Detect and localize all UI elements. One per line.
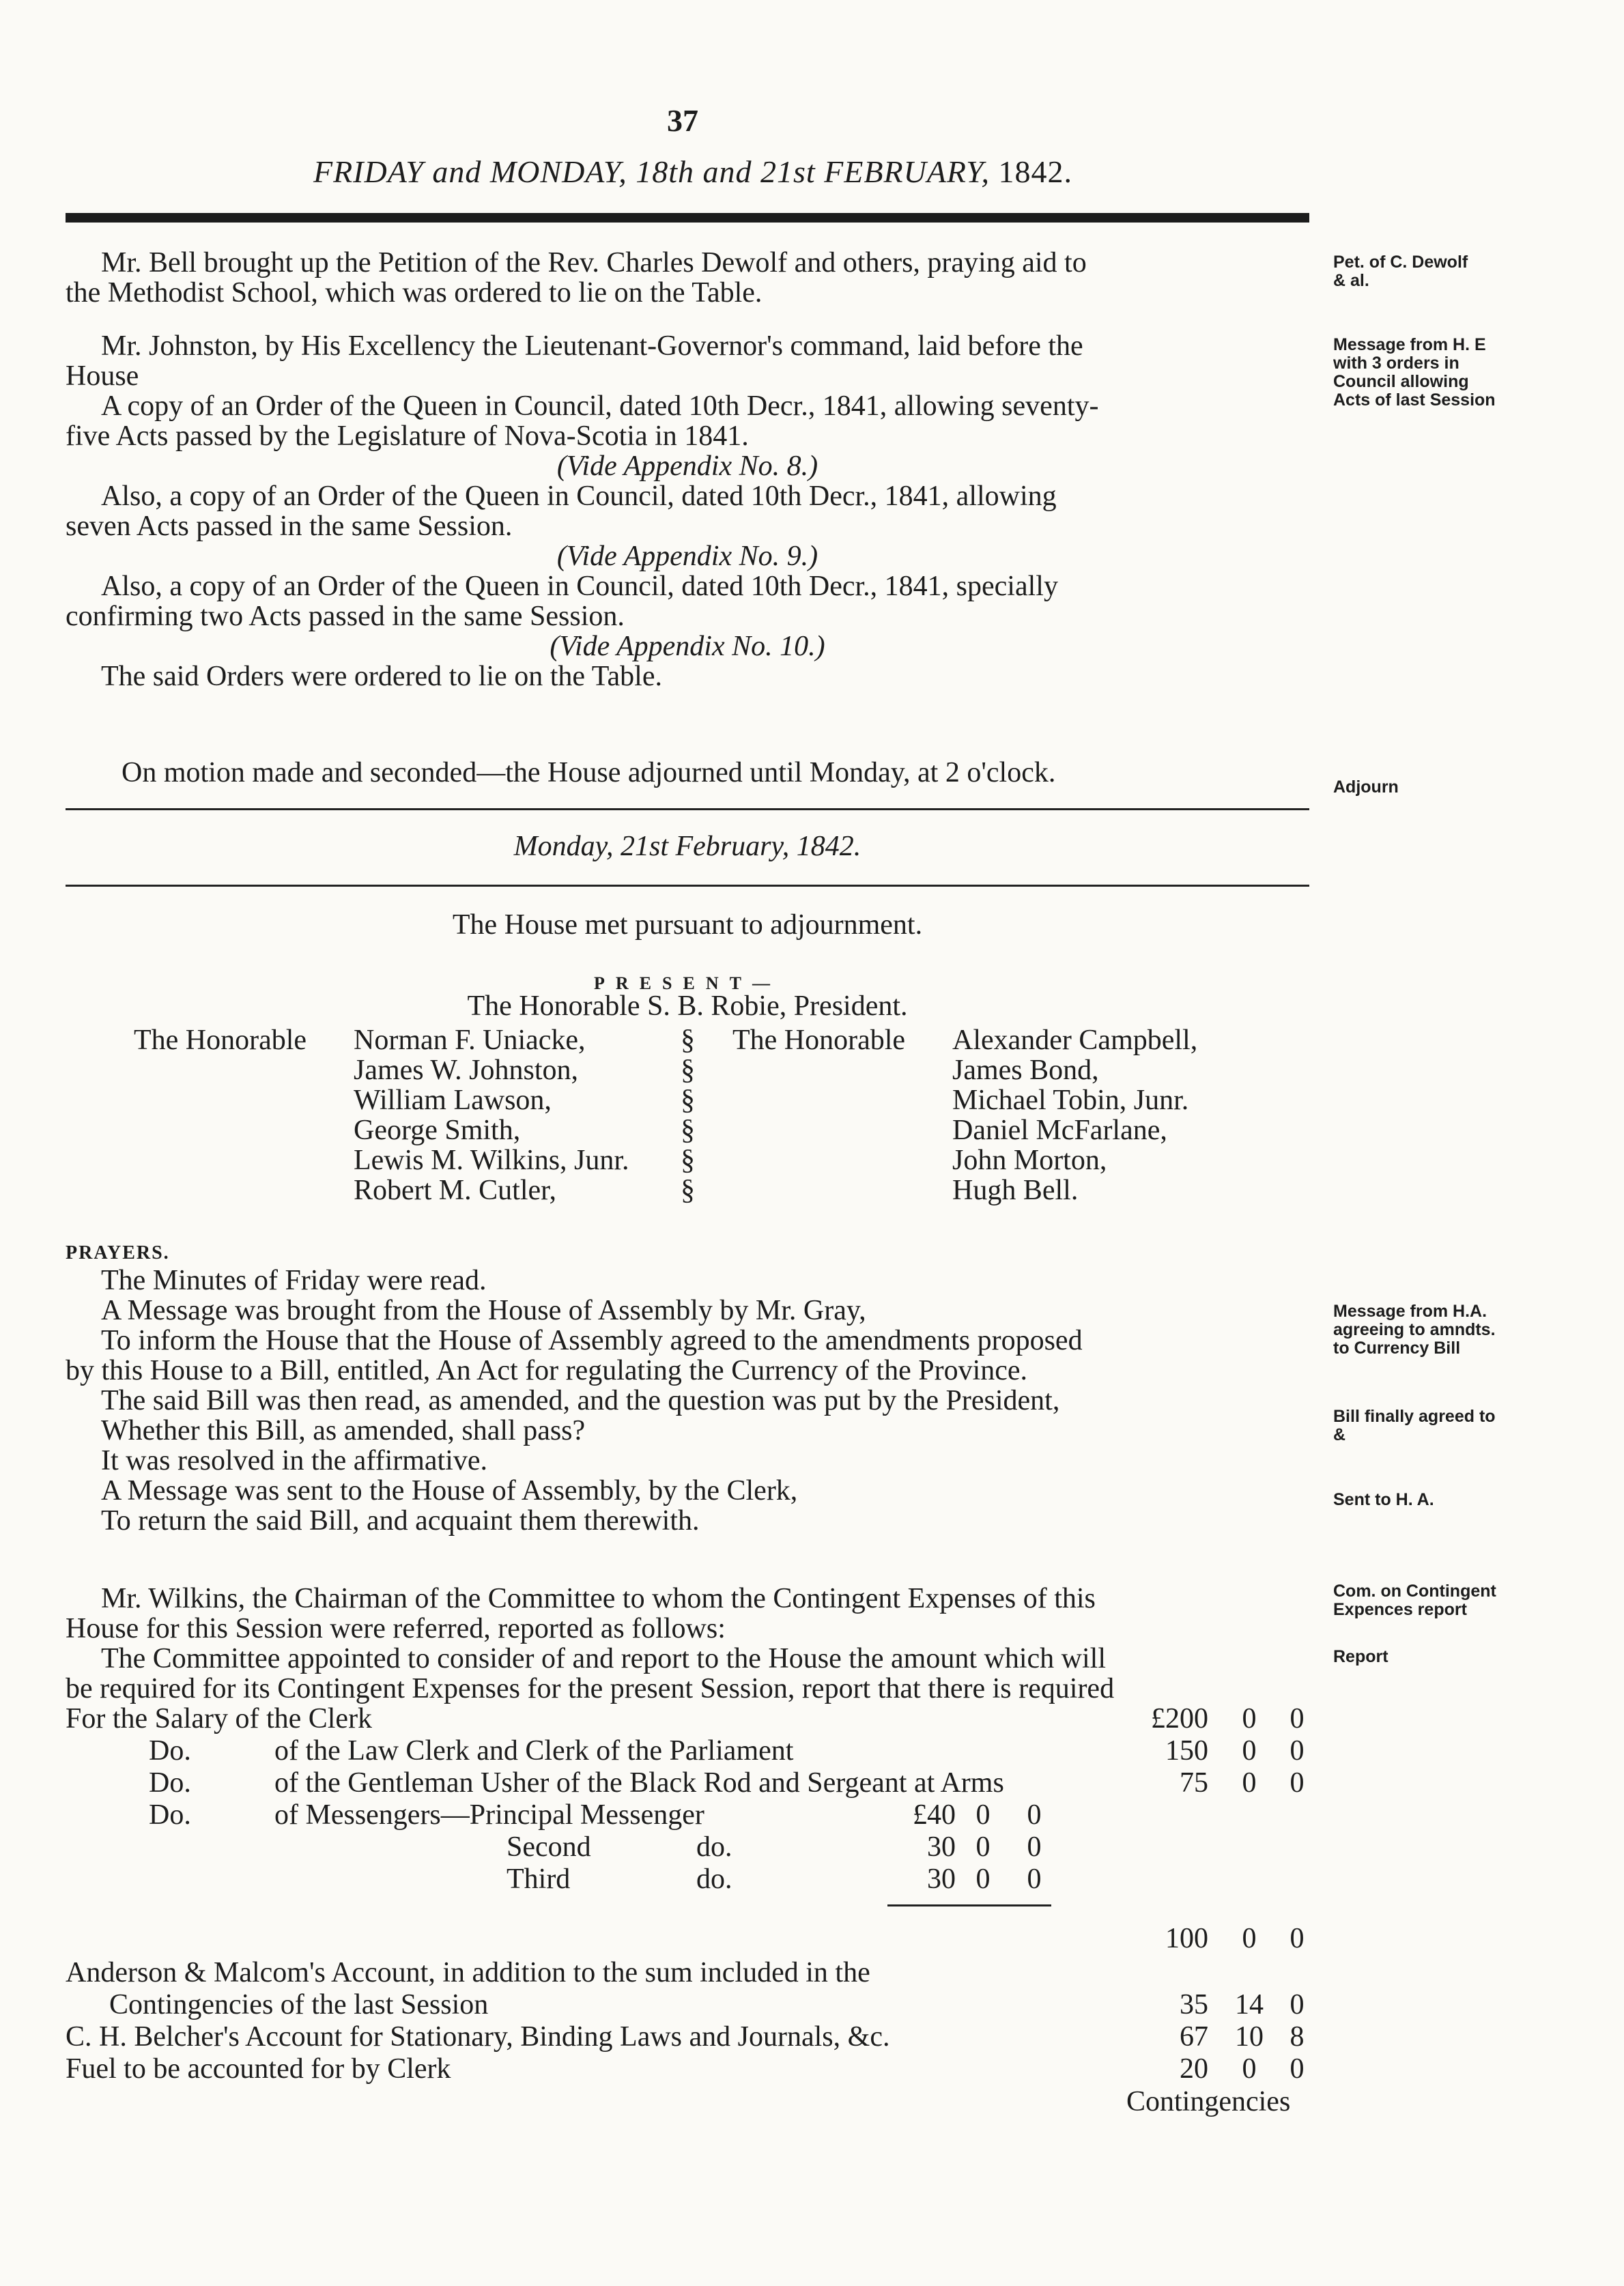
amount-pounds: £200: [1151, 1703, 1208, 1734]
expense-label: For the Salary of the Clerk: [66, 1703, 373, 1734]
text-line: To inform the House that the House of Assembly agreed to the amendments proposed: [101, 1325, 1083, 1356]
text-line: Mr. Bell brought up the Petition of the Rev. Charles Dewolf and others, praying aid to: [101, 247, 1087, 278]
sub-amount-pounds: £40: [913, 1799, 956, 1831]
amount-pounds: 67: [1180, 2021, 1208, 2053]
text-line: Whether this Bill, as amended, shall pass?: [101, 1415, 586, 1446]
margin-line: Message from H. E: [1333, 335, 1486, 354]
messenger-rank: Third: [507, 1863, 571, 1895]
sub-amount-pence: 0: [1027, 1863, 1042, 1895]
member-name: James W. Johnston,: [354, 1055, 579, 1086]
section-mark: §: [681, 1085, 695, 1116]
appendix-ref: (Vide Appendix No. 10.): [550, 631, 825, 662]
ditto-label: Do.: [149, 1767, 191, 1799]
house-met: The House met pursuant to adjournment.: [452, 909, 923, 941]
margin-line: Message from H.A.: [1333, 1302, 1487, 1321]
text-line: A copy of an Order of the Queen in Council, dated 10th Decr., 1841, allowing seventy-: [101, 390, 1099, 422]
section-mark: §: [681, 1055, 695, 1086]
amount-shillings: 0: [1242, 1735, 1257, 1767]
text-line: House for this Session were referred, reported as follows:: [66, 1613, 726, 1644]
present-text: PRESENT—: [594, 973, 781, 993]
section-mark: §: [681, 1025, 695, 1056]
expense-label: C. H. Belcher's Account for Stationary, Binding Laws and Journals, &c.: [66, 2021, 890, 2053]
messenger-rank: Second: [507, 1831, 591, 1863]
adjourn-line: [66, 758, 1309, 788]
left-member-list: [354, 1025, 629, 1205]
monday-heading: [66, 831, 1309, 861]
member-name: John Morton,: [952, 1145, 1107, 1176]
petition-paragraph: [66, 248, 1309, 308]
member-name: Michael Tobin, Junr.: [952, 1085, 1189, 1116]
margin-line: agreeing to amndts.: [1333, 1320, 1496, 1339]
amount-pence: 8: [1290, 2021, 1305, 2053]
text-line: To return the said Bill, and acquaint them therewith.: [101, 1505, 700, 1537]
member-name: George Smith,: [354, 1115, 521, 1146]
amount-shillings: 10: [1235, 2021, 1264, 2053]
amount-shillings: 0: [1242, 1923, 1257, 1954]
ditto-label: Do.: [149, 1799, 191, 1831]
honorable-right: The Honorable: [732, 1025, 906, 1056]
committee-paragraph: [66, 1584, 1309, 1704]
margin-line: Com. on Contingent: [1333, 1582, 1496, 1601]
member-name: Daniel McFarlane,: [952, 1115, 1167, 1146]
text-line: House: [66, 360, 139, 392]
amount-pence: 0: [1290, 2053, 1305, 2085]
expense-label: Fuel to be accounted for by Clerk: [66, 2053, 451, 2085]
amount-shillings: 0: [1242, 1767, 1257, 1799]
margin-line: to Currency Bill: [1333, 1339, 1461, 1358]
monday-proceedings: [66, 1266, 1309, 1536]
section-marks: [681, 1025, 695, 1205]
member-name: Hugh Bell.: [952, 1175, 1079, 1206]
sub-amount-pounds: 30: [927, 1831, 956, 1863]
margin-note-message-he: [1333, 336, 1620, 410]
section-mark: §: [681, 1115, 695, 1146]
text-line: be required for its Contingent Expenses for the present Session, report that there is required: [66, 1673, 1115, 1704]
margin-line: Pet. of C. Dewolf: [1333, 253, 1468, 272]
text-line: confirming two Acts passed in the same Session.: [66, 601, 625, 632]
sub-amount-pence: 0: [1027, 1799, 1042, 1831]
ditto-mark: do.: [696, 1831, 732, 1863]
margin-note-adjourn: Adjourn: [1333, 777, 1399, 797]
margin-line: &: [1333, 1425, 1346, 1444]
honorable-left: The Honorable: [134, 1025, 307, 1056]
ditto-mark: do.: [696, 1863, 732, 1895]
text-line: On motion made and seconded—the House adjourned until Monday, at 2 o'clock.: [122, 757, 1056, 788]
margin-note-com-report: [1333, 1582, 1620, 1619]
header-rule: [66, 213, 1309, 223]
text-line: A Message was brought from the House of Assembly by Mr. Gray,: [101, 1295, 866, 1326]
margin-line: Council allowing: [1333, 372, 1469, 391]
amount-shillings: 0: [1242, 1703, 1257, 1734]
ditto-label: Do.: [149, 1735, 191, 1767]
expense-description: of Messengers—Principal Messenger: [274, 1799, 704, 1831]
margin-line: & al.: [1333, 271, 1369, 290]
margin-note-report: Report: [1333, 1647, 1388, 1666]
amount-shillings: 14: [1235, 1989, 1264, 2020]
amount-pounds: 75: [1180, 1767, 1208, 1799]
section-rule: [66, 885, 1309, 887]
expense-description: of the Gentleman Usher of the Black Rod and Sergeant at Arms: [274, 1767, 1004, 1799]
header-dates: 18th and 21st FEBRUARY,: [636, 154, 991, 189]
catchword: Contingencies: [1126, 2086, 1291, 2117]
amount-pence: 0: [1290, 1735, 1305, 1767]
text-line: Mr. Wilkins, the Chairman of the Committee to whom the Contingent Expenses of this: [101, 1583, 1096, 1614]
text-line: The said Orders were ordered to lie on the Table.: [101, 661, 662, 692]
text-line: It was resolved in the affirmative.: [101, 1445, 488, 1476]
header-days: FRIDAY and MONDAY,: [313, 154, 627, 189]
amount-pence: 0: [1290, 1703, 1305, 1734]
sub-amount-shillings: 0: [975, 1799, 991, 1831]
amount-pounds: 150: [1165, 1735, 1208, 1767]
expense-description: of the Law Clerk and Clerk of the Parliament: [274, 1735, 794, 1767]
message-paragraph: [66, 331, 1309, 691]
section-mark: §: [681, 1145, 695, 1176]
amount-pence: 0: [1290, 1923, 1305, 1954]
president-line: The Honorable S. B. Robie, President.: [467, 990, 908, 1022]
text-line: The Minutes of Friday were read.: [101, 1265, 487, 1296]
text-line: Also, a copy of an Order of the Queen in Council, dated 10th Decr., 1841, allowing: [101, 481, 1057, 512]
page-header: [0, 154, 1386, 190]
text-line: Mr. Johnston, by His Excellency the Lieutenant-Governor's command, laid before the: [101, 330, 1083, 362]
amount-pounds: 35: [1180, 1989, 1208, 2020]
amount-pence: 0: [1290, 1767, 1305, 1799]
margin-line: Expences report: [1333, 1600, 1467, 1619]
section-rule: [66, 808, 1309, 810]
page-number: 37: [667, 103, 698, 138]
text-line: the Methodist School, which was ordered to lie on the Table.: [66, 277, 763, 309]
margin-note-petition: [1333, 253, 1620, 290]
margin-note-sent: Sent to H. A.: [1333, 1490, 1434, 1509]
appendix-ref: (Vide Appendix No. 9.): [556, 541, 818, 572]
margin-note-message-ha: [1333, 1302, 1620, 1358]
sub-amount-pence: 0: [1027, 1831, 1042, 1863]
text-line: five Acts passed by the Legislature of Nova-Scotia in 1841.: [66, 420, 749, 452]
amount-shillings: 0: [1242, 2053, 1257, 2085]
sub-amount-shillings: 0: [975, 1863, 991, 1895]
header-year: 1842.: [998, 154, 1073, 189]
amount-pounds: 20: [1180, 2053, 1208, 2085]
text-line: Also, a copy of an Order of the Queen in Council, dated 10th Decr., 1841, specially: [101, 571, 1058, 602]
member-name: Robert M. Cutler,: [354, 1175, 556, 1206]
expense-label: Contingencies of the last Session: [109, 1989, 489, 2020]
section-mark: §: [681, 1175, 695, 1206]
member-name: Lewis M. Wilkins, Junr.: [354, 1145, 629, 1176]
member-name: Norman F. Uniacke,: [354, 1025, 586, 1056]
margin-line: Acts of last Session: [1333, 390, 1496, 410]
amount-pounds: 100: [1165, 1923, 1208, 1954]
margin-line: with 3 orders in: [1333, 354, 1459, 373]
text-line: A Message was sent to the House of Assembly, by the Clerk,: [101, 1475, 798, 1506]
amount-pence: 0: [1290, 1989, 1305, 2020]
sub-amount-shillings: 0: [975, 1831, 991, 1863]
text-line: The said Bill was then read, as amended, and the question was put by the President,: [101, 1385, 1060, 1416]
text-line: seven Acts passed in the same Session.: [66, 511, 513, 542]
text-line: by this House to a Bill, entitled, An Act for regulating the Currency of the Province.: [66, 1355, 1028, 1386]
heading-text: Monday, 21st February, 1842.: [513, 831, 861, 862]
text-line: The Committee appointed to consider of and report to the House the amount which will: [101, 1643, 1106, 1674]
sub-amount-pounds: 30: [927, 1863, 956, 1895]
expense-label: Anderson & Malcom's Account, in addition to the sum included in the: [66, 1957, 870, 1988]
member-name: James Bond,: [952, 1055, 1099, 1086]
right-member-list: [952, 1025, 1197, 1205]
subtotal-rule: [887, 1904, 1051, 1906]
prayers-label: PRAYERS.: [66, 1242, 170, 1263]
margin-line: Bill finally agreed to: [1333, 1407, 1496, 1426]
member-name: William Lawson,: [354, 1085, 552, 1116]
appendix-ref: (Vide Appendix No. 8.): [556, 451, 818, 482]
member-name: Alexander Campbell,: [952, 1025, 1198, 1056]
margin-note-bill-agreed: [1333, 1408, 1620, 1444]
